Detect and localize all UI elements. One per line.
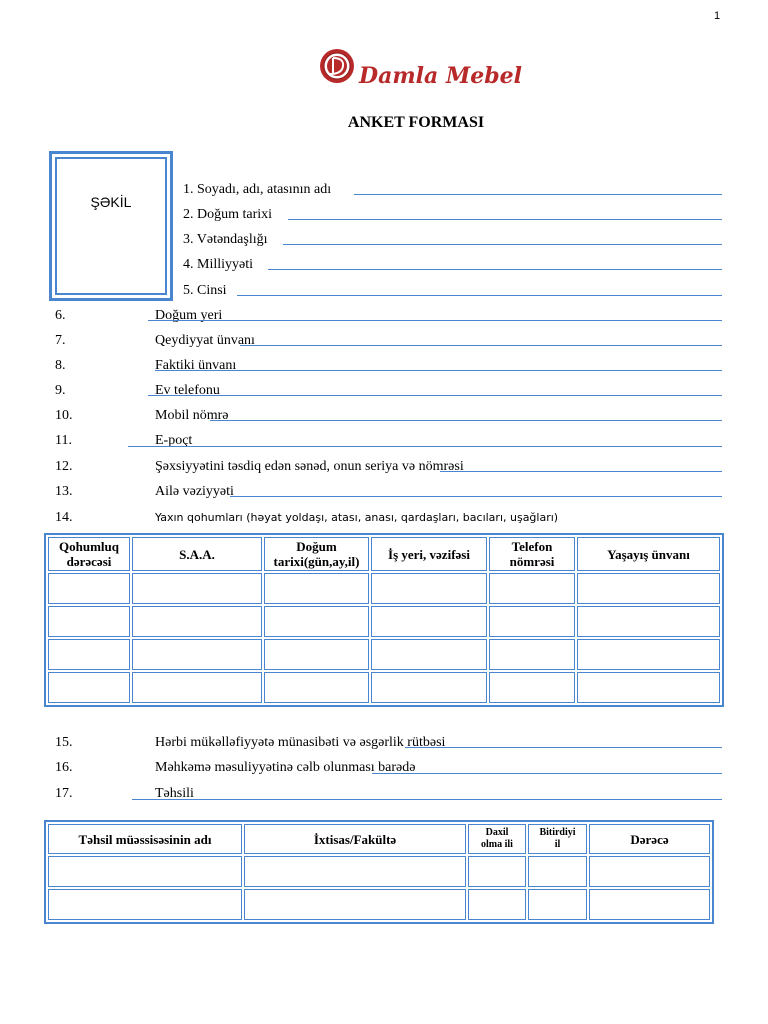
field-4[interactable] bbox=[183, 257, 253, 273]
table-cell[interactable] bbox=[589, 856, 710, 887]
field-10-number: 10. bbox=[55, 408, 73, 423]
table-cell[interactable] bbox=[589, 889, 710, 920]
svg-text:Damla Mebel: Damla Mebel bbox=[359, 63, 522, 89]
field-1[interactable] bbox=[183, 182, 331, 198]
header-home-address: Yaşayış ünvanı bbox=[577, 537, 720, 571]
table-cell[interactable] bbox=[489, 606, 575, 637]
table-row bbox=[48, 639, 720, 670]
field-number: 3. bbox=[183, 232, 194, 247]
table-cell[interactable] bbox=[577, 639, 720, 670]
field-5-line[interactable] bbox=[237, 295, 722, 296]
field-12-line[interactable] bbox=[440, 471, 722, 472]
photo-box[interactable] bbox=[49, 151, 173, 301]
table-cell[interactable] bbox=[48, 672, 130, 703]
table-cell[interactable] bbox=[468, 889, 526, 920]
field-10-line[interactable] bbox=[210, 420, 722, 421]
table-cell[interactable] bbox=[132, 639, 262, 670]
field-11-number: 11. bbox=[55, 433, 72, 448]
table-cell[interactable] bbox=[577, 573, 720, 604]
field-3[interactable] bbox=[183, 232, 268, 248]
field-4-line[interactable] bbox=[268, 269, 722, 270]
field-label: Vətəndaşlığı bbox=[196, 232, 268, 247]
field-6-line[interactable] bbox=[148, 320, 722, 321]
table-cell[interactable] bbox=[489, 639, 575, 670]
field-7-number: 7. bbox=[55, 333, 66, 348]
field-5[interactable] bbox=[183, 283, 227, 299]
table-cell[interactable] bbox=[371, 606, 487, 637]
table-cell[interactable] bbox=[577, 672, 720, 703]
table-cell[interactable] bbox=[244, 889, 466, 920]
table-cell[interactable] bbox=[264, 573, 369, 604]
field-3-line[interactable] bbox=[283, 244, 722, 245]
field-16-label: Məhkəmə məsuliyyətinə cəlb olunması barədə bbox=[155, 760, 416, 775]
form-title: ANKET FORMASI bbox=[347, 114, 485, 131]
field-14-label: Yaxın qohumları (həyat yoldaşı, atası, anası, qardaşları, bacıları, uşağları) bbox=[155, 511, 559, 524]
field-9-line[interactable] bbox=[148, 395, 722, 396]
page-number: 1 bbox=[714, 10, 721, 22]
header-entry-year: Daxil olma ili bbox=[468, 824, 526, 854]
header-relation-degree: Qohumluq dərəcəsi bbox=[48, 537, 130, 571]
field-number: 2. bbox=[183, 207, 194, 222]
field-number: 5. bbox=[183, 283, 194, 298]
relatives-header-row bbox=[48, 537, 720, 571]
table-cell[interactable] bbox=[48, 856, 242, 887]
field-1-line[interactable] bbox=[354, 194, 722, 195]
field-7-label: Qeydiyyat ünvanı bbox=[155, 333, 255, 348]
field-12-label: Şəxsiyyətini təsdiq edən sənəd, onun seriya və nömrəsi bbox=[155, 459, 464, 474]
header-graduation-year: Bitirdiyi il bbox=[528, 824, 587, 854]
table-row bbox=[48, 672, 720, 703]
field-16-number: 16. bbox=[55, 760, 73, 775]
field-number: 4. bbox=[183, 257, 194, 272]
table-cell[interactable] bbox=[528, 889, 587, 920]
table-cell[interactable] bbox=[371, 573, 487, 604]
table-cell[interactable] bbox=[371, 672, 487, 703]
table-cell[interactable] bbox=[264, 606, 369, 637]
field-11-line[interactable] bbox=[128, 446, 722, 447]
table-cell[interactable] bbox=[528, 856, 587, 887]
field-15-number: 15. bbox=[55, 735, 73, 750]
table-cell[interactable] bbox=[264, 672, 369, 703]
header-phone-number: Telefon nömrəsi bbox=[489, 537, 575, 571]
field-8-label: Faktiki ünvanı bbox=[155, 358, 237, 373]
photo-inner-frame bbox=[55, 157, 167, 295]
header-full-name: S.A.A. bbox=[132, 537, 262, 571]
field-label: Milliyyəti bbox=[197, 257, 253, 272]
table-cell[interactable] bbox=[132, 573, 262, 604]
field-14-number: 14. bbox=[55, 510, 73, 525]
field-10-label: Mobil nömrə bbox=[155, 408, 229, 423]
field-2-line[interactable] bbox=[288, 219, 722, 220]
field-8-line[interactable] bbox=[155, 370, 722, 371]
field-6-number: 6. bbox=[55, 308, 66, 323]
field-15-line[interactable] bbox=[405, 747, 722, 748]
field-16-line[interactable] bbox=[372, 773, 722, 774]
education-header-row bbox=[48, 824, 710, 854]
table-cell[interactable] bbox=[489, 573, 575, 604]
header-degree: Dərəcə bbox=[589, 824, 710, 854]
field-9-label: Ev telefonu bbox=[155, 383, 220, 398]
header-birth-date: Doğum tarixi(gün,ay,il) bbox=[264, 537, 369, 571]
table-row bbox=[48, 573, 720, 604]
field-9-number: 9. bbox=[55, 383, 66, 398]
education-table bbox=[44, 820, 714, 924]
table-cell[interactable] bbox=[244, 856, 466, 887]
field-number: 1. bbox=[183, 182, 194, 197]
table-cell[interactable] bbox=[489, 672, 575, 703]
table-row bbox=[48, 856, 710, 887]
header-institution-name: Təhsil müəssisəsinin adı bbox=[48, 824, 242, 854]
relatives-table bbox=[44, 533, 724, 707]
field-17-line[interactable] bbox=[132, 799, 722, 800]
company-logo bbox=[316, 44, 526, 94]
field-17-number: 17. bbox=[55, 786, 73, 801]
field-8-number: 8. bbox=[55, 358, 66, 373]
table-cell[interactable] bbox=[48, 889, 242, 920]
field-label: Cinsi bbox=[197, 283, 227, 298]
field-6-label: Doğum yeri bbox=[155, 308, 223, 323]
table-row bbox=[48, 606, 720, 637]
table-cell[interactable] bbox=[132, 606, 262, 637]
field-label: Doğum tarixi bbox=[197, 207, 273, 222]
table-cell[interactable] bbox=[48, 573, 130, 604]
field-2[interactable] bbox=[183, 207, 272, 223]
field-13-label: Ailə vəziyyəti bbox=[155, 484, 234, 499]
field-15-label: Hərbi mükəlləfiyyətə münasibəti və əsgərlik rütbəsi bbox=[155, 735, 446, 750]
table-cell[interactable] bbox=[468, 856, 526, 887]
table-cell[interactable] bbox=[264, 639, 369, 670]
field-11-label: E-poçt bbox=[155, 433, 193, 448]
table-row bbox=[48, 889, 710, 920]
header-workplace-position: İş yeri, vəzifəsi bbox=[371, 537, 487, 571]
field-label: Soyadı, adı, atasının adı bbox=[197, 182, 332, 197]
table-cell[interactable] bbox=[48, 639, 130, 670]
field-12-number: 12. bbox=[55, 459, 73, 474]
table-cell[interactable] bbox=[371, 639, 487, 670]
field-13-number: 13. bbox=[55, 484, 73, 499]
field-17-label: Təhsili bbox=[155, 786, 194, 801]
table-cell[interactable] bbox=[48, 606, 130, 637]
header-specialty-faculty: İxtisas/Fakültə bbox=[244, 824, 466, 854]
table-cell[interactable] bbox=[132, 672, 262, 703]
photo-label: ŞƏKİL bbox=[90, 194, 132, 210]
field-7-line[interactable] bbox=[240, 345, 722, 346]
table-cell[interactable] bbox=[577, 606, 720, 637]
field-13-line[interactable] bbox=[230, 496, 722, 497]
